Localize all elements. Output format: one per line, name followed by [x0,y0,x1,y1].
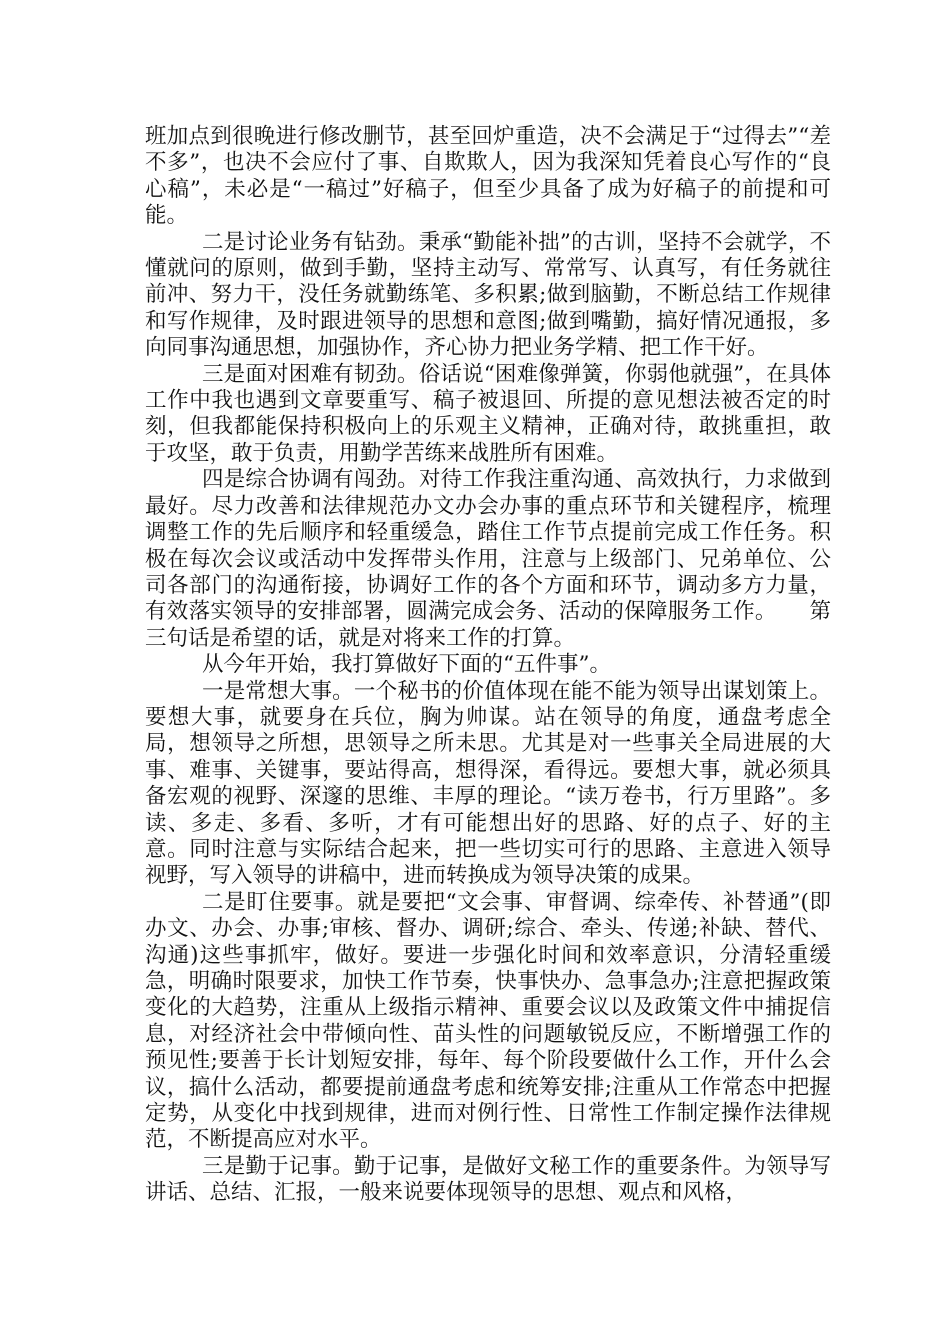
paragraph-research-drive: 二是讨论业务有钻劲。秉承“勤能补拙”的古训，坚持不会就学，不懂就问的原则，做到手勤，坚持主动写、常常写、认真写，有任务就往前冲、努力干，没任务就勤练笔、多积累;做到脑勤，不断总结工作规律和写作规律，及时跟进领导的思想和意图;做到嘴勤，搞好情况通报，多向同事沟通思想，加强协作，齐心协力把业务学精、把工作干好。 [145,229,831,361]
paragraph-five-things-intro: 从今年开始，我打算做好下面的“五件事”。 [202,652,611,678]
paragraph-perseverance: 三是面对困难有韧劲。俗话说“困难像弹簧，你弱他就强”，在具体工作中我也遇到文章要重写、稿子被退回、所提的意见想法被否定的时刻，但我都能保持积极向上的乐观主义精神，正确对待，敢挑重担，敢于攻坚，敢于负责，用勤学苦练来战胜所有困难。 [145,361,831,466]
document-body [145,124,831,1207]
paragraph-coordination: 四是综合协调有闯劲。对待工作我注重沟通、高效执行，力求做到最好。尽力改善和法律规范办文办会办事的重点环节和关键程序，梳理调整工作的先后顺序和轻重缓急，踏住工作节点提前完成工作任务。积极在每次会议或活动中发挥带头作用，注意与上级部门、兄弟单位、公司各部门的沟通衔接，协调好工作的各个方面和环节，调动多方力量，有效落实领导的安排部署，圆满完成会务、活动的保障服务工作。 第三句话是希望的话，就是对将来工作的打算。 [145,467,831,651]
paragraph-continuation: 班加点到很晚进行修改删节，甚至回炉重造，决不会满足于“过得去”“差不多”，也决不会应付了事、自欺欺人，因为我深知凭着良心写作的“良心稿”，未必是“一稿过”好稿子，但至少具备了成为好稿子的前提和可能。 [145,124,831,229]
paragraph-record-keeping: 三是勤于记事。勤于记事，是做好文秘工作的重要条件。为领导写讲话、总结、汇报，一般来说要体现领导的思想、观点和风格， [145,1153,831,1206]
paragraph-key-tasks: 二是盯住要事。就是要把“文会事、审督调、综牵传、补替通”(即办文、办会、办事;审核、督办、调研;综合、牵头、传递;补缺、替代、沟通)这些事抓牢，做好。要进一步强化时间和效率意识，分清轻重缓急，明确时限要求，加快工作节奏，快事快办、急事急办;注意把握政策变化的大趋势，注重从上级指示精神、重要会议以及政策文件中捕捉信息，对经济社会中带倾向性、苗头性的问题敏锐反应，不断增强工作的预见性;要善于长计划短安排，每年、每个阶段要做什么工作，开什么会议，搞什么活动，都要提前通盘考虑和统筹安排;注重从工作常态中把握定势，从变化中找到规律，进而对例行性、日常性工作制定操作法律规范，不断提高应对水平。 [145,889,831,1153]
paragraph-think-big: 一是常想大事。一个秘书的价值体现在能不能为领导出谋划策上。要想大事，就要身在兵位，胸为帅谋。站在领导的角度，通盘考虑全局，想领导之所想，思领导之所未思。尤其是对一些事关全局进展的大事、难事、关键事，要站得高，想得深，看得远。要想大事，就必须具备宏观的视野、深邃的思维、丰厚的理论。“读万卷书，行万里路”。多读、多走、多看、多听，才有可能想出好的思路、好的点子、好的主意。同时注意与实际结合起来，把一些切实可行的思路、主意进入领导视野，写入领导的讲稿中，进而转换成为领导决策的成果。 [145,678,831,889]
